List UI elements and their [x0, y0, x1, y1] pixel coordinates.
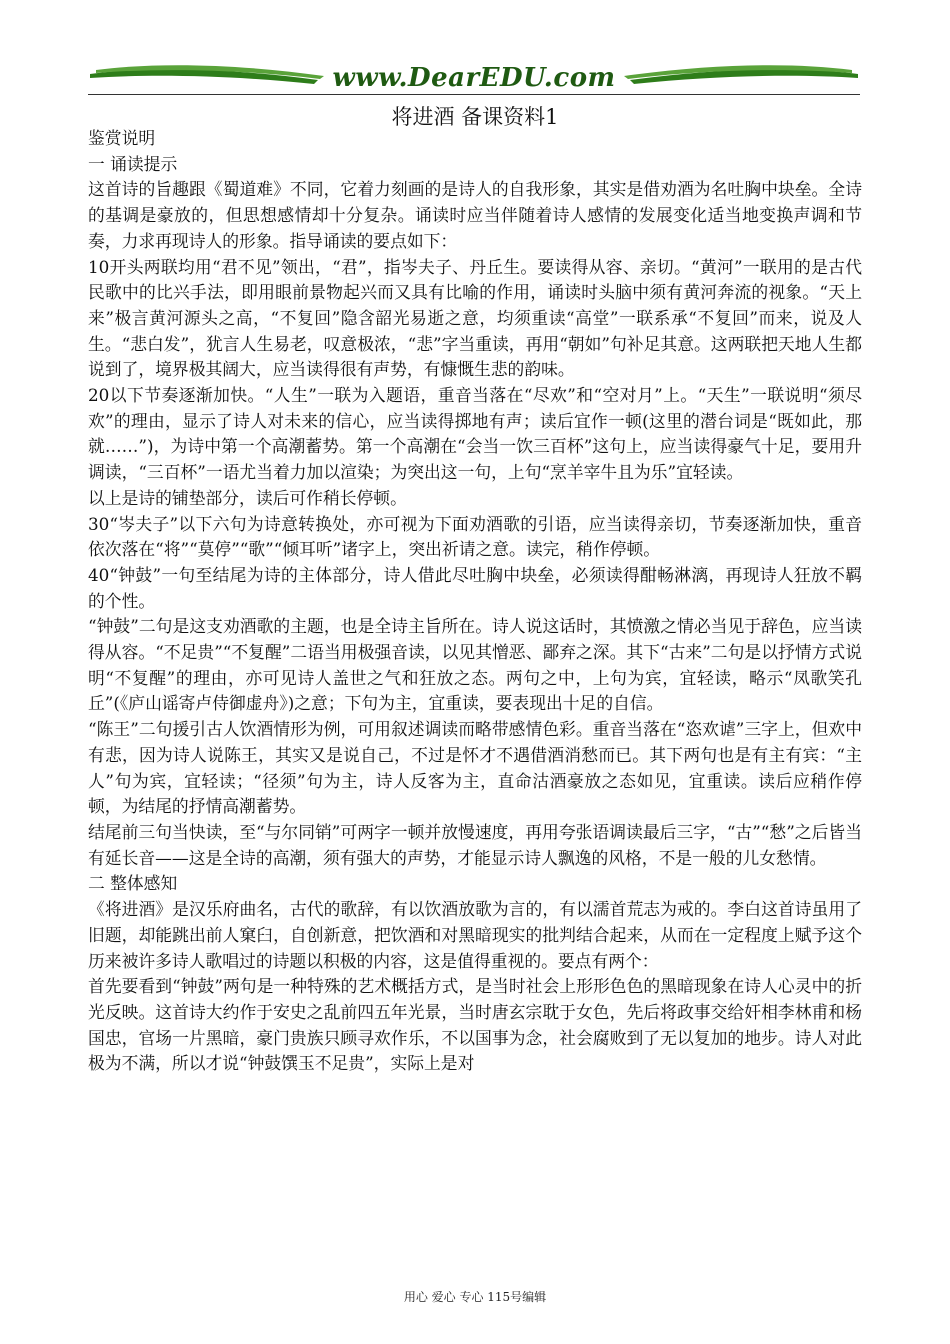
paragraph: 以上是诗的铺垫部分，读后可作稍长停顿。	[88, 487, 407, 508]
site-header-banner	[88, 60, 860, 94]
paragraph: 40“钟鼓”一句至结尾为诗的主体部分，诗人借此尽吐胸中块垒，必须读得酣畅淋漓，再现诗人狂放不羁的个性。	[88, 564, 862, 611]
header-divider	[88, 94, 860, 95]
section-heading: 一 诵读提示	[88, 153, 178, 174]
paragraph: 30“岑夫子”以下六句为诗意转换处，亦可视为下面劝酒歌的引语，应当读得亲切，节奏逐渐加快，重音依次落在“将”“莫停”“歌”“倾耳听”诸字上，突出祈请之意。读完，稍作停顿。	[88, 513, 862, 560]
document-title: 将进酒 备课资料1	[391, 105, 559, 129]
paragraph: 20以下节奏逐渐加快。“人生”一联为入题语，重音当落在“尽欢”和“空对月”上。“天生”一联说明“须尽欢”的理由，显示了诗人对未来的信心，应当读得掷地有声；读后宜作一顿(这里的潜台词是“既如此，那就……”)，为诗中第一个高潮蓄势。第一个高潮在“会当一饮三百杯”这句上，应当读得豪气十足，要用升调读，“三百杯”一语尤当着力加以渲染；为突出这一句，上句“烹羊宰牛且为乐”宜轻读。	[88, 385, 862, 483]
section-heading: 二 整体感知	[88, 873, 178, 894]
document-body	[88, 126, 862, 1077]
section-label: 鉴赏说明	[88, 128, 156, 148]
paragraph: “钟鼓”二句是这支劝酒歌的主题，也是全诗主旨所在。诗人说这话时，其愤激之情必当见于辞色，应当读得从容。“不足贵”“不复醒”二语当用极强音读，以见其憎恶、鄙弃之深。其下“古来”二句是以抒情方式说明“不复醒”的理由，亦可见诗人盖世之气和狂放之态。两句之中，上句为宾，宜轻读，略示“凤歌笑孔丘”(《庐山谣寄卢侍御虚舟》)之意；下句为主，宜重读，要表现出十足的自信。	[88, 616, 862, 714]
paragraph: 《将进酒》是汉乐府曲名，古代的歌辞，有以饮酒放歌为言的，有以濡首荒志为戒的。李白这首诗虽用了旧题，却能跳出前人窠臼，自创新意，把饮酒和对黑暗现实的批判结合起来，从而在一定程度上赋予这个历来被许多诗人歌唱过的诗题以积极的内容，这是值得重视的。要点有两个：	[88, 899, 862, 971]
page-footer: 用心 爱心 专心 115号编辑	[403, 1290, 547, 1304]
paragraph: 首先要看到“钟鼓”两句是一种特殊的艺术概括方式，是当时社会上形形色色的黑暗现象在诗人心灵中的折光反映。这首诗大约作于安史之乱前四五年光景，当时唐玄宗耽于女色，先后将政事交给奸相李林甫和杨国忠，官场一片黑暗，豪门贵族只顾寻欢作乐，不以国事为念，社会腐败到了无以复加的地步。诗人对此极为不满，所以才说“钟鼓馔玉不足贵”，实际上是对	[88, 976, 862, 1074]
paragraph: 这首诗的旨趣跟《蜀道难》不同，它着力刻画的是诗人的自我形象，其实是借劝酒为名吐胸中块垒。全诗的基调是豪放的，但思想感情却十分复杂。诵读时应当伴随着诗人感情的发展变化适当地变换声调和节奏，力求再现诗人的形象。指导诵读的要点如下：	[88, 179, 862, 251]
paragraph: 结尾前三句当快读，至“与尔同销”可两字一顿并放慢速度，再用夸张语调读最后三字，“古”“愁”之后皆当有延长音——这是全诗的高潮，须有强大的声势，才能显示诗人飘逸的风格，不是一般的儿女愁情。	[88, 821, 862, 868]
paragraph: “陈王”二句援引古人饮酒情形为例，可用叙述调读而略带感情色彩。重音当落在“恣欢谑”三字上，但欢中有悲，因为诗人说陈王，其实又是说自己，不过是怀才不遇借酒消愁而已。其下两句也是有主有宾：“主人”句为宾，宜轻读；“径须”句为主，诗人反客为主，直命沽酒豪放之态如见，宜重读。读后应稍作停顿，为结尾的抒情高潮蓄势。	[88, 719, 862, 817]
paragraph: 10开头两联均用“君不见”领出，“君”，指岑夫子、丹丘生。要读得从容、亲切。“黄河”一联用的是古代民歌中的比兴手法，即用眼前景物起兴而又具有比喻的作用，诵读时头脑中须有黄河奔流的视象。“天上来”极言黄河源头之高，“不复回”隐含韶光易逝之意，均须重读“高堂”一联系承“不复回”而来，说及人生。“悲白发”，犹言人生易老，叹意极浓，“悲”字当重读，再用“朝如”句补足其意。这两联把天地人生都说到了，境界极其阔大，应当读得很有声势，有慷慨生悲的韵味。	[88, 256, 862, 380]
site-logo[interactable]: www.DearEDU.com	[332, 63, 616, 93]
